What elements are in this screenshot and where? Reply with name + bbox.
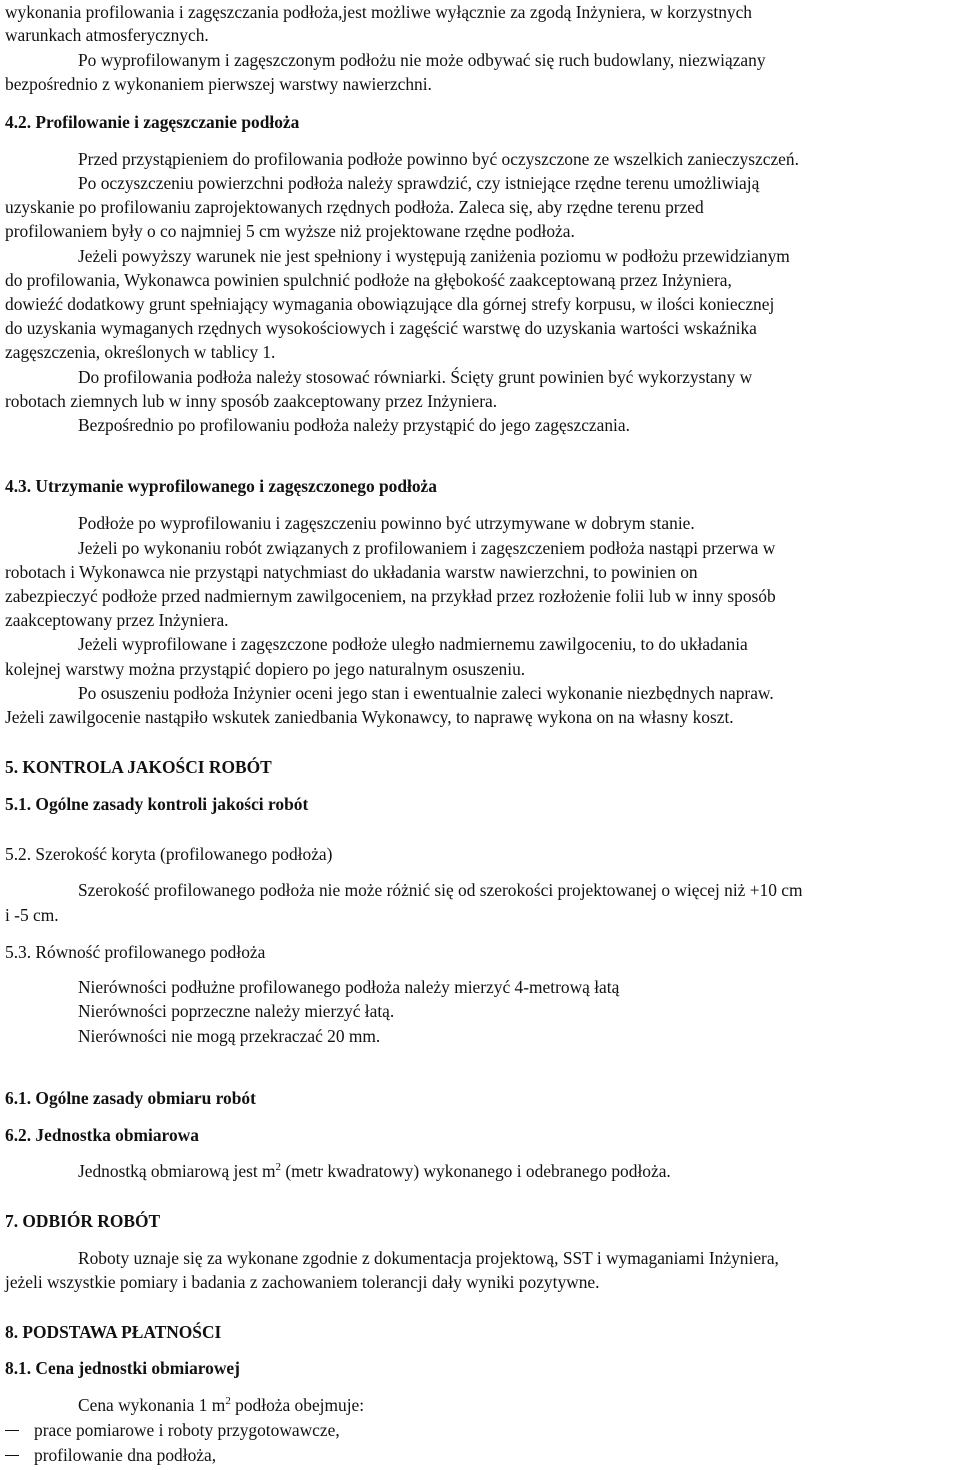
text-line: Po osuszeniu podłoża Inżynier oceni jego stan i ewentualnie zaleci wykonanie niezbędnych napraw. — [78, 683, 774, 703]
text-line: do profilowania, Wykonawca powinien spulchnić podłoże na głębokość zaakceptowaną przez Inżyniera, — [5, 270, 732, 290]
text-line: Bezpośrednio po profilowaniu podłoża należy przystąpić do jego zagęszczania. — [78, 415, 630, 435]
text-line: Po oczyszczeniu powierzchni podłoża należy sprawdzić, czy istniejące rzędne terenu umożliwiają — [78, 173, 760, 193]
text-line: Do profilowania podłoża należy stosować równiarki. Ścięty grunt powinien być wykorzystany w — [78, 367, 753, 387]
text-line: wykonania profilowania i zagęszczania podłoża,jest możliwe wyłącznie za zgodą Inżyniera, w korzystnych — [5, 2, 752, 22]
list-item: prace pomiarowe i roboty przygotowawcze, — [34, 1420, 340, 1440]
text-span: (metr kwadratowy) wykonanego i odebranego podłoża. — [281, 1161, 671, 1181]
text-line: Szerokość profilowanego podłoża nie może różnić się od szerokości projektowanej o więcej niż +10 cm — [78, 880, 803, 900]
section-heading-6-2: 6.2. Jednostka obmiarowa — [5, 1125, 199, 1145]
section-heading-4-2: 4.2. Profilowanie i zagęszczanie podłoża — [5, 112, 300, 132]
superscript: 2 — [225, 1395, 231, 1407]
text-line: uzyskanie po profilowaniu zaprojektowanych rzędnych podłoża. Zaleca się, aby rzędne terenu przed — [5, 197, 704, 217]
text-span: podłoża obejmuje: — [230, 1395, 365, 1415]
text-line: Jeżeli zawilgocenie nastąpiło wskutek zaniedbania Wykonawcy, to naprawę wykona on na własny koszt. — [5, 707, 734, 727]
text-span: Jednostką obmiarową jest m — [78, 1161, 276, 1181]
text-line: Jeżeli po wykonaniu robót związanych z profilowaniem i zagęszczeniem podłoża nastąpi przerwa w — [78, 538, 776, 558]
list-item: profilowanie dna podłoża, — [34, 1445, 217, 1465]
text-line: Podłoże po wyprofilowaniu i zagęszczeniu powinno być utrzymywane w dobrym stanie. — [78, 513, 695, 533]
list-bullet-dash — [5, 1430, 19, 1431]
text-line: do uzyskania wymaganych rzędnych wysokościowych i zagęścić warstwę do uzyskania wartości wskaźnika — [5, 318, 757, 338]
text-line: robotach i Wykonawca nie przystąpi natychmiast do układania warstw nawierzchni, to powinien on — [5, 562, 698, 582]
text-line: Jeżeli wyprofilowane i zagęszczone podłoże uległo nadmiernemu zawilgoceniu, to do układania — [78, 634, 748, 654]
section-heading-8: 8. PODSTAWA PŁATNOŚCI — [5, 1322, 222, 1342]
section-heading-7: 7. ODBIÓR ROBÓT — [5, 1211, 161, 1231]
text-line-unit — [78, 1161, 671, 1181]
section-heading-6-1: 6.1. Ogólne zasady obmiaru robót — [5, 1088, 256, 1108]
superscript: 2 — [275, 1161, 282, 1173]
text-line: warunkach atmosferycznych. — [5, 25, 209, 45]
text-span: Cena wykonania 1 m — [78, 1395, 226, 1415]
text-line: dowieźć dodatkowy grunt spełniający wymagania obowiązujące dla górnej strefy korpusu, w ilości koniecznej — [5, 294, 775, 314]
text-line-price — [78, 1395, 364, 1415]
section-heading-5-2: 5.2. Szerokość koryta (profilowanego podłoża) — [5, 844, 333, 864]
text-line: jeżeli wszystkie pomiary i badania z zachowaniem tolerancji dały wyniki pozytywne. — [5, 1272, 600, 1292]
text-line: zagęszczenia, określonych w tablicy 1. — [5, 342, 276, 362]
section-heading-5-3: 5.3. Równość profilowanego podłoża — [5, 942, 266, 962]
text-line: robotach ziemnych lub w inny sposób zaakceptowany przez Inżyniera. — [5, 391, 498, 411]
section-heading-8-1: 8.1. Cena jednostki obmiarowej — [5, 1358, 240, 1378]
section-heading-5: 5. KONTROLA JAKOŚCI ROBÓT — [5, 757, 272, 777]
section-heading-4-3: 4.3. Utrzymanie wyprofilowanego i zagęszczonego podłoża — [5, 476, 437, 496]
text-line: bezpośrednio z wykonaniem pierwszej warstwy nawierzchni. — [5, 74, 432, 94]
text-line: kolejnej warstwy można przystąpić dopiero po jego naturalnym osuszeniu. — [5, 659, 526, 679]
text-line: Nierówności nie mogą przekraczać 20 mm. — [78, 1026, 381, 1046]
text-line: Po wyprofilowanym i zagęszczonym podłożu nie może odbywać się ruch budowlany, niezwiązany — [78, 50, 766, 70]
text-line: Nierówności podłużne profilowanego podłoża należy mierzyć 4-metrową łatą — [78, 977, 620, 997]
text-line: Jeżeli powyższy warunek nie jest spełniony i występują zaniżenia poziomu w podłożu przewidzianym — [78, 246, 790, 266]
text-line: Nierówności poprzeczne należy mierzyć łatą. — [78, 1001, 395, 1021]
text-line: profilowaniem były o co najmniej 5 cm wyższe niż projektowane rzędne podłoża. — [5, 221, 575, 241]
text-line: Roboty uznaje się za wykonane zgodnie z dokumentacja projektową, SST i wymaganiami Inżyniera, — [78, 1248, 779, 1268]
text-line: zabezpieczyć podłoże przed nadmiernym zawilgoceniem, na przykład przez rozłożenie folii lub w inny sposób — [5, 586, 776, 606]
text-line: Przed przystąpieniem do profilowania podłoże powinno być oczyszczone ze wszelkich zanieczyszczeń. — [78, 149, 799, 169]
text-line: i -5 cm. — [5, 905, 59, 925]
text-line: zaakceptowany przez Inżyniera. — [5, 610, 229, 630]
list-bullet-dash — [5, 1455, 19, 1456]
section-heading-5-1: 5.1. Ogólne zasady kontroli jakości robót — [5, 794, 309, 814]
